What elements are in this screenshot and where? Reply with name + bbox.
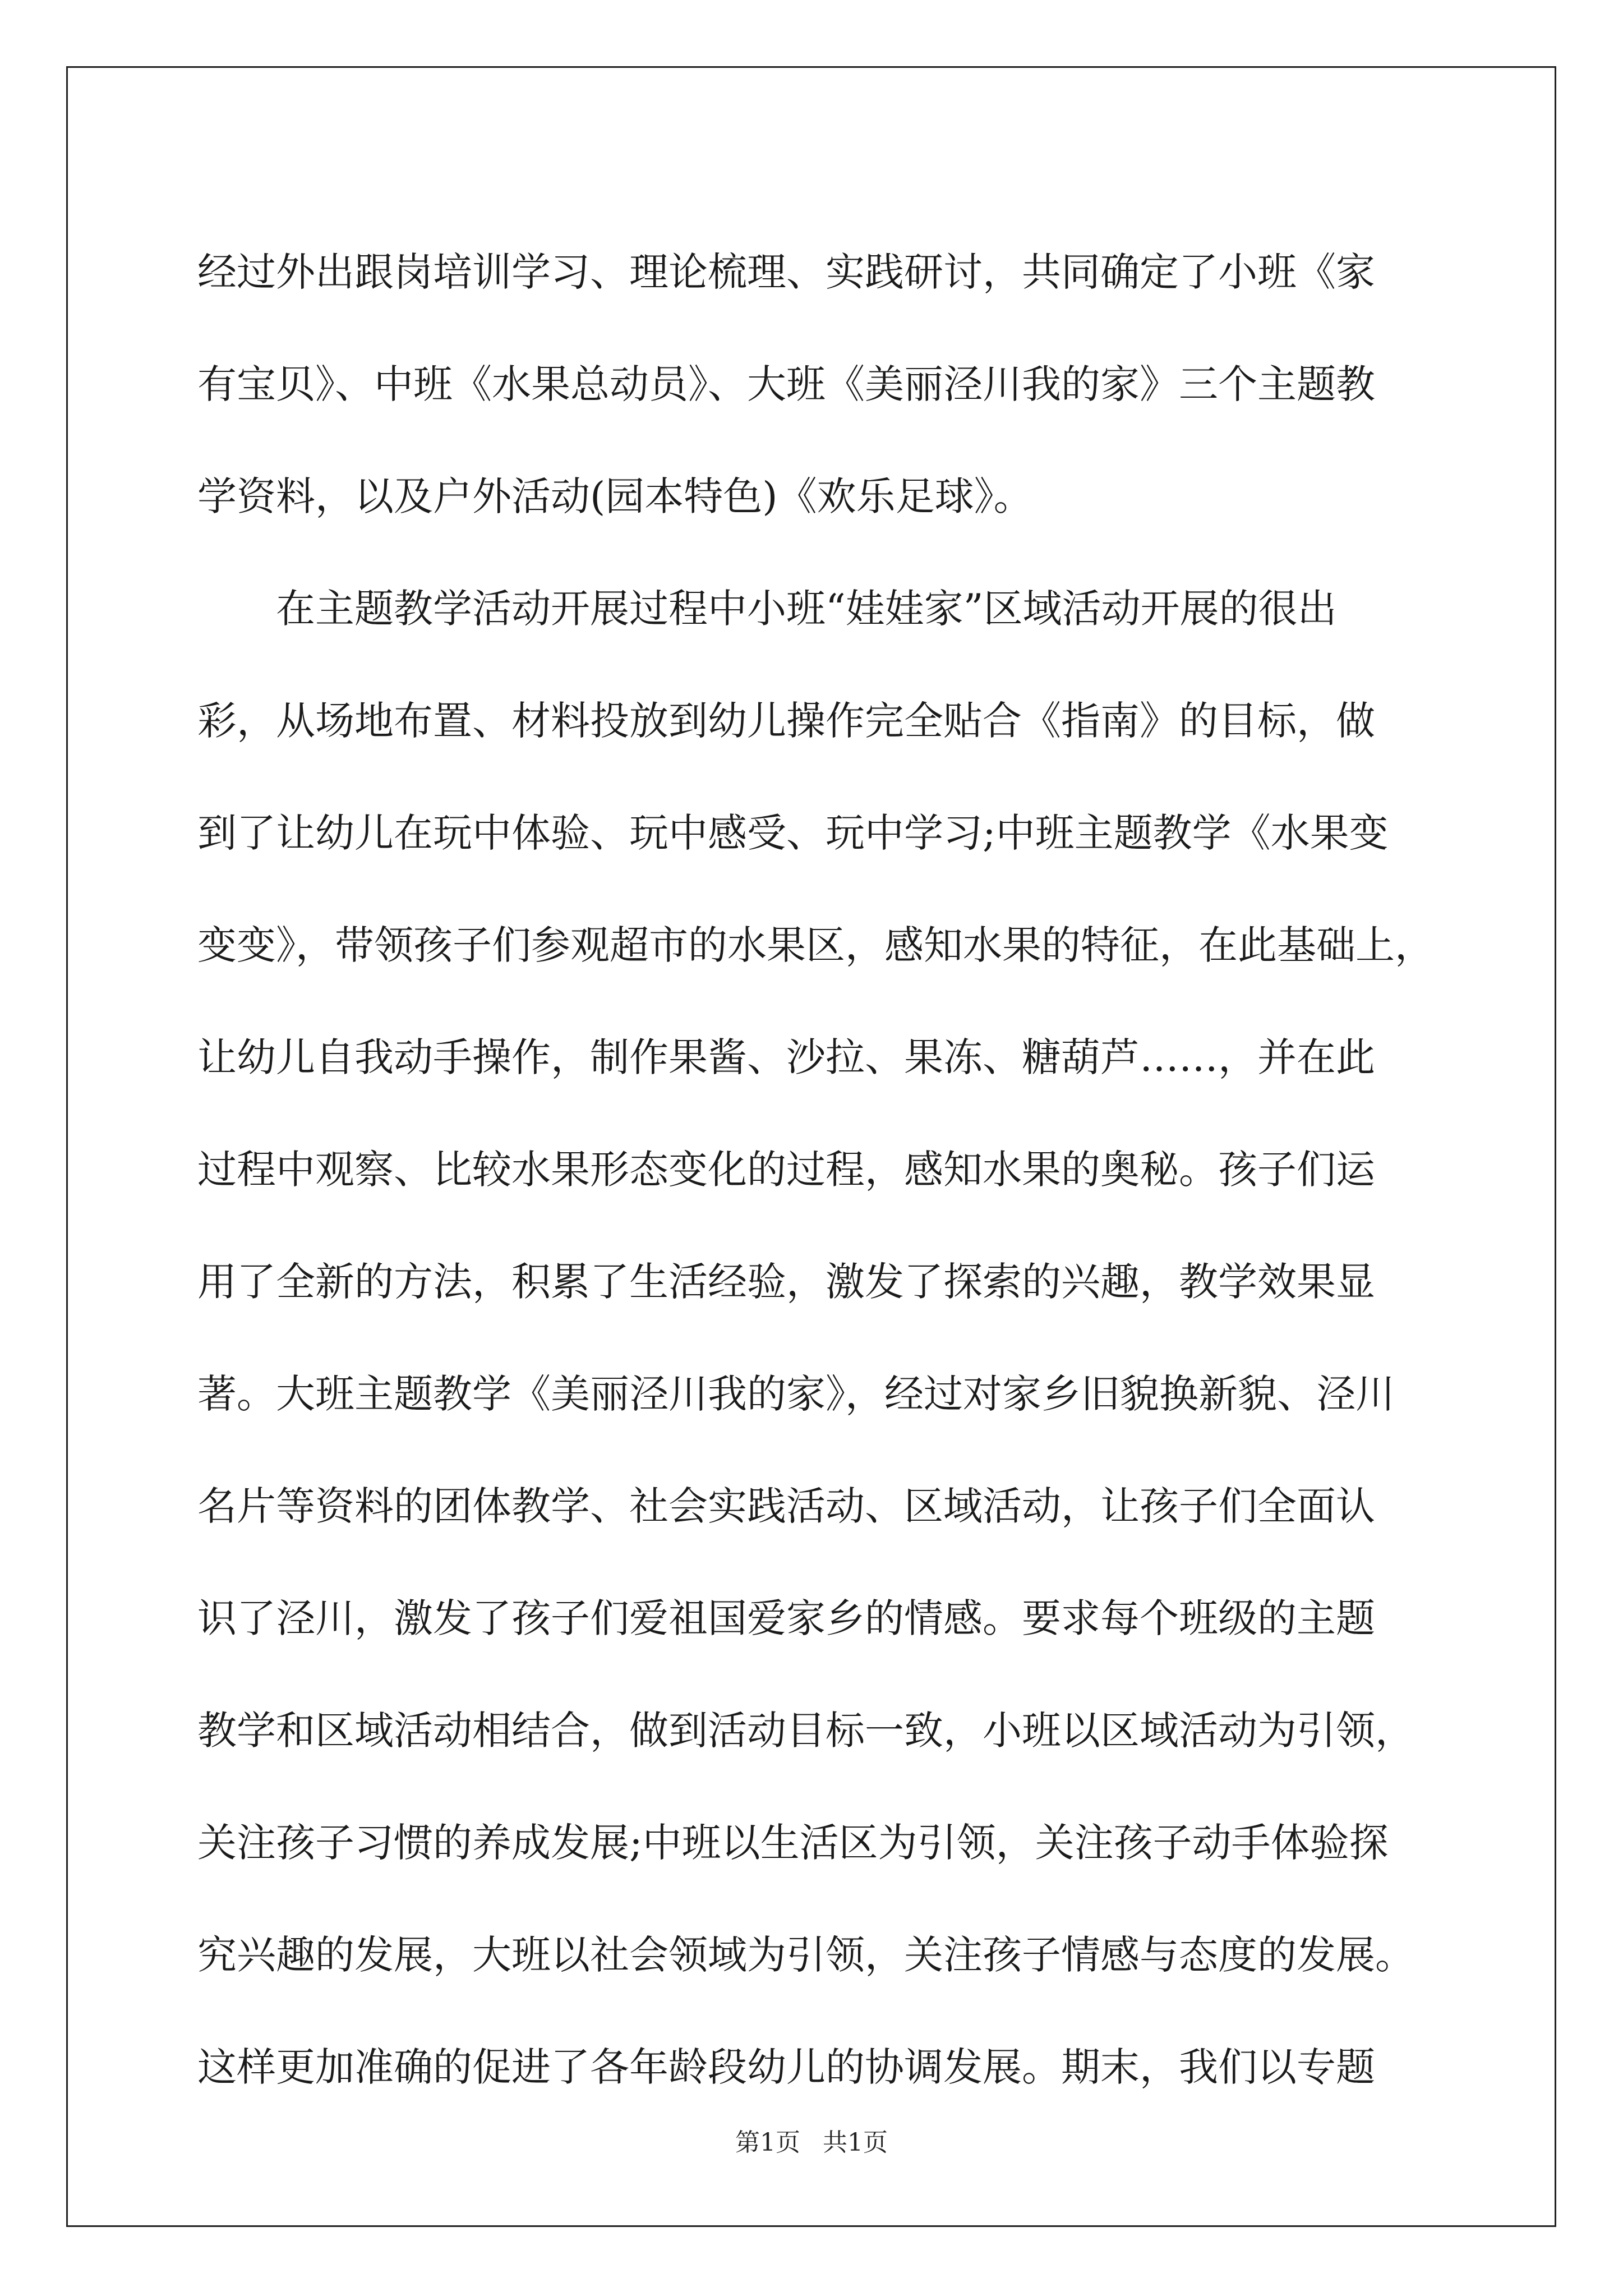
text-line: 过程中观察、比较水果形态变化的过程，感知水果的奥秘。孩子们运	[197, 1147, 1375, 1193]
text-line: 彩，从场地布置、材料投放到幼儿操作完全贴合《指南》的目标，做	[197, 698, 1375, 744]
document-body	[197, 216, 1434, 2123]
text-line: 著。大班主题教学《美丽泾川我的家》，经过对家乡旧貌换新貌、泾川	[197, 1371, 1395, 1417]
text-line: 有宝贝》、中班《水果总动员》、大班《美丽泾川我的家》三个主题教	[197, 361, 1375, 407]
text-line: 识了泾川，激发了孩子们爱祖国爱家乡的情感。要求每个班级的主题	[197, 1595, 1375, 1641]
text-line: 变变》，带领孩子们参观超市的水果区，感知水果的特征，在此基础上，	[197, 922, 1434, 968]
page-number: 第1页	[735, 2128, 800, 2157]
text-line: 关注孩子习惯的养成发展;中班以生活区为引领，关注孩子动手体验探	[197, 1820, 1389, 1866]
text-line: 用了全新的方法，积累了生活经验，激发了探索的兴趣，教学效果显	[197, 1259, 1375, 1305]
page-footer	[0, 2126, 1623, 2160]
text-line: 让幼儿自我动手操作，制作果酱、沙拉、果冻、糖葫芦……，并在此	[197, 1034, 1375, 1080]
page-total: 共1页	[823, 2128, 888, 2157]
paragraph-start-line: 在主题教学活动开展过程中小班“娃娃家”区域活动开展的很出	[276, 586, 1337, 632]
text-line: 名片等资料的团体教学、社会实践活动、区域活动，让孩子们全面认	[197, 1483, 1375, 1529]
text-line: 教学和区域活动相结合，做到活动目标一致，小班以区域活动为引领，	[197, 1708, 1414, 1754]
text-line: 究兴趣的发展，大班以社会领域为引领，关注孩子情感与态度的发展。	[197, 1932, 1414, 1978]
text-line: 这样更加准确的促进了各年龄段幼儿的协调发展。期末，我们以专题	[197, 2044, 1375, 2090]
text-line: 到了让幼儿在玩中体验、玩中感受、玩中学习;中班主题教学《水果变	[197, 810, 1389, 856]
text-line: 学资料，以及户外活动(园本特色)《欢乐足球》。	[197, 473, 1033, 519]
text-line: 经过外出跟岗培训学习、理论梳理、实践研讨，共同确定了小班《家	[197, 249, 1375, 295]
